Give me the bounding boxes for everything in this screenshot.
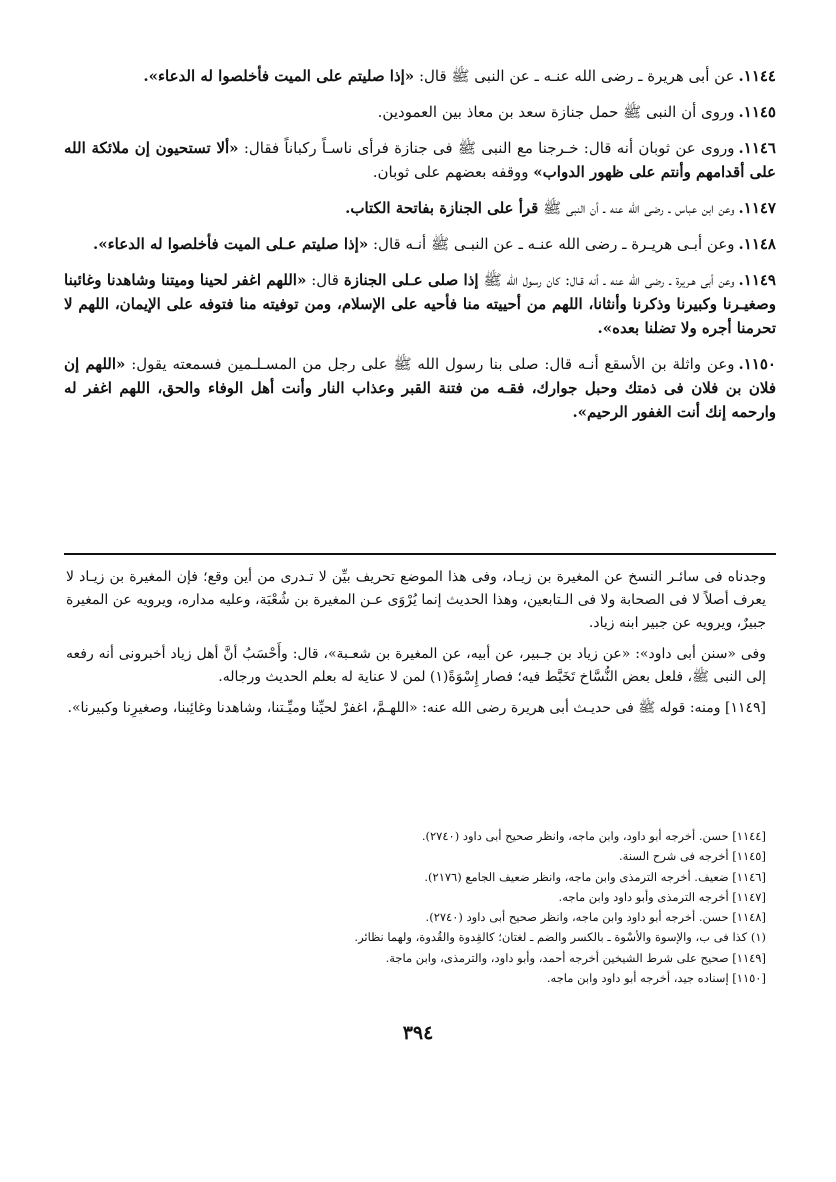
footnote: [١١٤٧] أخرجه الترمذى وأبو داود وابن ماجه. <box>558 889 766 904</box>
hadith-quote: «إذا صليتم على الميت فأخلصوا له الدعاء». <box>143 67 415 85</box>
hadith-text: عن أبى هريرة ـ رضى الله عنـه ـ عن النبى ﷺ قال: <box>414 67 735 85</box>
hadith-number: ١١٤٩. <box>738 271 776 289</box>
hadith-text: وعن ابن عباس ـ رضى الله عنه ـ أن النبى ﷺ <box>538 199 735 217</box>
hadith-quote-2: «اللهم اغفر لحينا وميتنا وشاهدنا وغائبنا وصغيـرنا وكبيرنا وذكرنا وأنثانا، اللهم من أحييته منا فأحيه على الإسلام، ومن توفيته منا فتوفه على الإيمان، اللهم لا تحرمنا أجره ولا تضلنا بعده». <box>64 271 776 337</box>
footnote: [١١٤٥] أخرجه فى شرح السنة. <box>619 849 766 864</box>
footnote: [١١٤٦] ضعيف. أخرجه الترمذى وابن ماجه، وانظر ضعيف الجامع (٢١٧٦). <box>424 869 766 884</box>
commentary-paragraph: [١١٤٩] ومنه: قوله ﷺ فى حديـث أبى هريرة رضى الله عنه: «اللهـمَّ، اغفرْ لحيِّنا وميِّـتنا، وشاهدنا وغائِبنا، وصغيرِنا وكبيرنا». <box>67 700 766 717</box>
hadith-1150 <box>64 352 776 424</box>
hadith-1146 <box>64 136 776 184</box>
hadith-text: وعن أبـى هريـرة ـ رضى الله عنـه ـ عن النبـى ﷺ أنـه قال: <box>368 235 735 253</box>
hadith-1148 <box>64 232 776 256</box>
hadith-quote: قرأ على الجنازة بفاتحة الكتاب. <box>345 199 539 217</box>
footnote: (١) كذا فى ب، والإسوة والأسْوة ـ بالكسر والضم ـ لغتان؛ كالقِدوة والقُدوة، ولهما نظائر. <box>354 930 766 945</box>
hadith-1149 <box>64 268 776 340</box>
footnote-divider <box>64 553 776 555</box>
hadith-1147 <box>64 196 776 220</box>
hadith-text: وعن واثلة بن الأسقع أنـه قال: صلى بنا رسول الله ﷺ على رجل من المسـلـمين فسمعته يقول: <box>125 355 735 373</box>
footnote: [١١٤٤] حسن. أخرجه أبو داود، وابن ماجه، وانظر صحيح أبى داود (٢٧٤٠). <box>421 829 766 843</box>
commentary-paragraph: وفى «سنن أبى داود»: «عن زياد بن جـبير، عن أبيه، عن المغيرة بن شعـبة»، قال: وأَحْسَبُ أنَّ أهل زياد أخبرونى أنه رفعه إلى النبى ﷺ، فلعل بعض النُّسَّاخ تَخَبَّط فيه؛ فصار إِسْوَةً(١) لمن لا عناية له بعلم الحديث ورجاله. <box>66 646 766 686</box>
reference-footnotes <box>146 828 766 990</box>
hadith-1145 <box>64 100 776 124</box>
hadith-text: وروى أن النبى ﷺ حمل جنازة سعد بن معاذ بين العمودين. <box>377 103 735 121</box>
hadith-number: ١١٤٤. <box>738 67 776 85</box>
commentary-paragraph: وجدناه فى سائـر النسخ عن المغيرة بن زيـاد، وفى هذا الموضع تحريف بيِّن لا تـدرى من أين وقع؛ فإن المغيرة بن زيـاد لا يعرف أصلاً لا فى الصحابة ولا فى الـتابعين، وهذا الحديث إنما يُرْوَى عـن المغيرة بن شُعْبَة، وعليه مداره، ويرويه عن المغيرة جبيرٌ، ويرويه عن جبير ابنه زياد. <box>66 569 766 632</box>
hadith-text: وروى عن ثوبان أنه قال: خـرجنا مع النبى ﷺ فى جنازة فرأى ناسـاً ركباناً فقال: <box>238 139 735 157</box>
hadith-list <box>64 64 776 436</box>
page-number: ٣٩٤ <box>402 1022 434 1044</box>
hadith-quote: «إذا صليتم عـلى الميت فأخلصوا له الدعاء». <box>92 235 369 253</box>
hadith-1144 <box>64 64 776 88</box>
hadith-number: ١١٤٦. <box>738 139 776 157</box>
hadith-quote: «ألا تستحيون إن ملائكة الله على أقدامهم وأنتم على ظهور الدواب» <box>64 139 776 181</box>
hadith-text: وعن أبى هـريرة ـ رضى الله عنه ـ أنه قـال: كان رسول الله ﷺ <box>478 271 735 289</box>
hadith-number: ١١٥٠. <box>738 355 776 373</box>
footnote: [١١٤٩] صحيح على شرط الشيخين أخرجه أحمد، وأبو داود، والترمذى، وابن ماجة. <box>385 950 766 965</box>
footnote: [١١٤٨] حسن. أخرجه أبو داود وابن ماجه، وانظر صحيح أبى داود (٢٧٤٠). <box>425 910 766 924</box>
hadith-tail: ووقفه بعضهم على ثوبان. <box>372 163 534 181</box>
commentary <box>66 566 766 729</box>
hadith-quote: إذا صلى عـلى الجنازة <box>343 271 479 289</box>
hadith-quote: «اللهم إن فلان بن فلان فى ذمتك وحبل جوارك، فقـه من فتنة القبر وعذاب النار وأنت أهل الوفاء والحق، اللهم اغفر له وارحمه إنك أنت الغفور الرحيم». <box>64 355 776 421</box>
footnote: [١١٥٠] إسناده جيد، أخرجه أبو داود وابن ماجه. <box>546 970 766 985</box>
hadith-tail: قال: <box>306 271 344 289</box>
hadith-number: ١١٤٨. <box>738 235 776 253</box>
hadith-number: ١١٤٥. <box>738 103 776 121</box>
hadith-number: ١١٤٧. <box>738 199 776 217</box>
